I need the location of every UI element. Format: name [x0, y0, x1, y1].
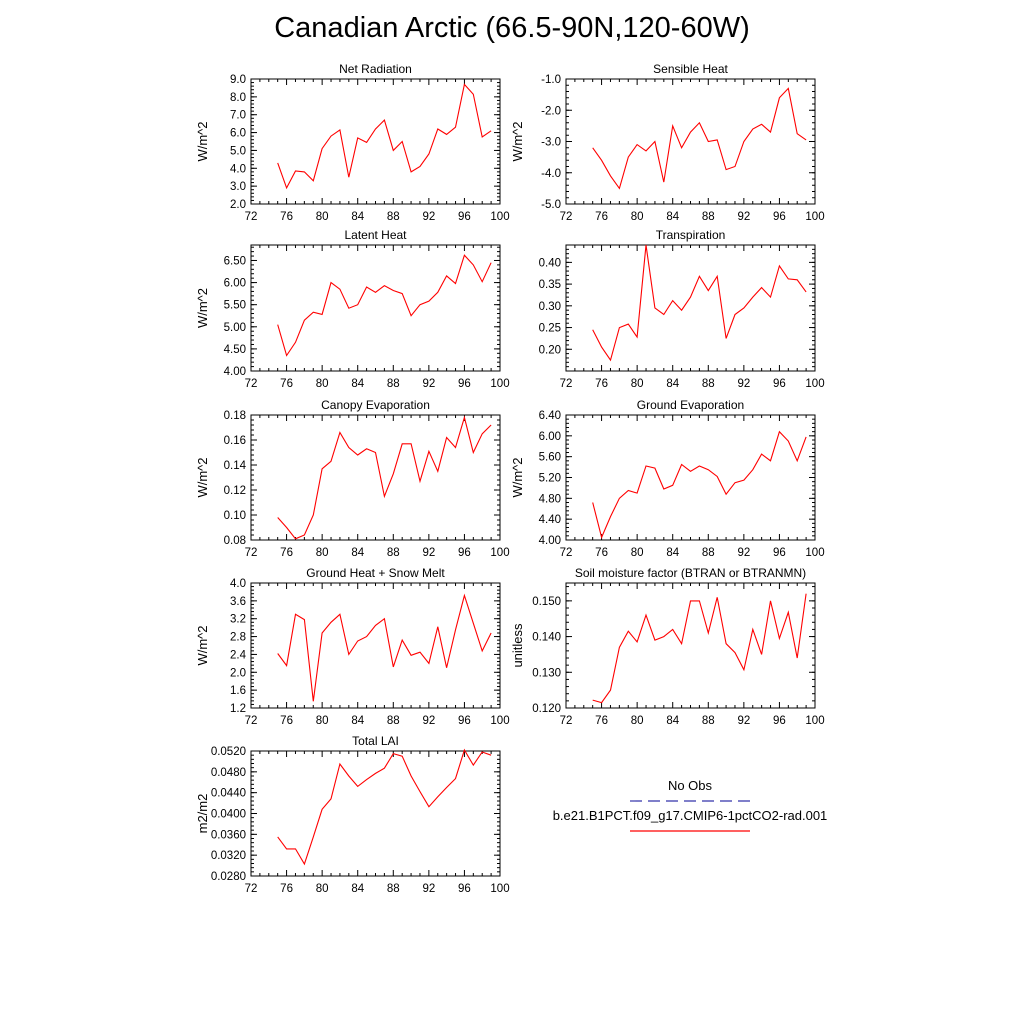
legend-label-no-obs: No Obs [667, 778, 713, 793]
panel-total-lai [195, 734, 510, 895]
x-tick-label: 84 [666, 378, 680, 390]
x-tick-label: 72 [559, 715, 573, 727]
y-tick-label: 0.0360 [210, 829, 246, 842]
y-tick-label: 0.20 [538, 344, 561, 357]
x-tick-label: 80 [315, 883, 329, 895]
x-tick-label: 76 [595, 378, 608, 390]
x-tick-label: 96 [773, 211, 786, 223]
y-tick-label: 5.20 [538, 472, 561, 485]
x-tick-label: 96 [773, 547, 786, 559]
panel-title: Sensible Heat [653, 62, 728, 76]
x-tick-label: 92 [737, 211, 751, 223]
y-axis-label: W/m^2 [195, 287, 210, 329]
x-tick-label: 96 [458, 547, 471, 559]
panel-ground-evaporation [510, 398, 825, 559]
panel-sensible-heat [510, 62, 825, 223]
y-tick-label: 6.00 [538, 430, 561, 443]
x-tick-label: 92 [422, 883, 436, 895]
y-axis-label: W/m^2 [510, 121, 525, 162]
x-tick-label: 84 [351, 715, 365, 727]
y-tick-label: 0.0320 [210, 850, 246, 863]
panel-net-radiation [195, 62, 510, 223]
y-axis-label: m2/m2 [195, 793, 210, 834]
y-tick-label: 6.0 [230, 127, 246, 140]
y-tick-label: 4.0 [230, 163, 246, 176]
x-tick-label: 72 [244, 378, 258, 390]
x-tick-label: 100 [805, 547, 825, 559]
x-tick-label: 80 [315, 211, 329, 223]
series-line [593, 432, 806, 538]
figure-title: Canadian Arctic (66.5-90N,120-60W) [274, 12, 750, 44]
y-tick-label: 0.25 [538, 322, 561, 335]
x-tick-label: 80 [630, 211, 644, 223]
x-tick-label: 84 [351, 883, 365, 895]
x-tick-label: 92 [737, 715, 751, 727]
y-tick-label: 6.40 [538, 410, 561, 422]
y-tick-label: 6.50 [223, 255, 246, 268]
panel-title: Transpiration [655, 228, 726, 242]
x-tick-label: 80 [315, 378, 329, 390]
x-tick-label: 88 [701, 715, 715, 727]
y-tick-label: 6.00 [223, 277, 246, 290]
x-tick-label: 92 [737, 378, 751, 390]
x-tick-label: 76 [280, 547, 293, 559]
panel-latent-heat [195, 228, 510, 390]
plot-frame [566, 245, 815, 371]
x-tick-label: 72 [559, 211, 573, 223]
panel-title: Soil moisture factor (BTRAN or BTRANMN) [574, 566, 807, 580]
panel-title: Latent Heat [344, 228, 407, 242]
y-tick-label: 0.14 [223, 460, 246, 472]
y-tick-label: 3.2 [230, 613, 246, 626]
x-tick-label: 76 [595, 715, 608, 727]
x-tick-label: 96 [458, 715, 471, 727]
y-tick-label: 8.0 [230, 91, 246, 104]
y-tick-label: 0.08 [223, 535, 246, 547]
x-tick-label: 100 [490, 211, 510, 223]
y-tick-label: 0.35 [538, 279, 561, 292]
y-tick-label: 1.2 [230, 703, 246, 715]
x-tick-label: 100 [490, 715, 510, 727]
x-tick-label: 84 [666, 715, 680, 727]
x-tick-label: 100 [490, 547, 510, 559]
y-axis-label: W/m^2 [510, 457, 525, 498]
x-tick-label: 80 [630, 378, 644, 390]
series-line [278, 596, 491, 702]
y-tick-label: 0.0520 [210, 746, 246, 758]
y-tick-label: 0.16 [223, 435, 246, 447]
x-tick-label: 100 [805, 378, 825, 390]
x-tick-label: 96 [773, 378, 786, 390]
x-tick-label: 84 [666, 547, 680, 559]
y-tick-label: 0.130 [532, 667, 561, 680]
x-tick-label: 80 [630, 547, 644, 559]
x-tick-label: 100 [490, 883, 510, 895]
y-tick-label: 0.10 [223, 510, 246, 522]
x-tick-label: 72 [244, 715, 258, 727]
x-tick-label: 80 [315, 715, 329, 727]
y-tick-label: 0.150 [532, 595, 561, 608]
plot-frame [566, 79, 815, 204]
y-tick-label: 5.00 [223, 321, 246, 334]
x-tick-label: 96 [773, 715, 786, 727]
x-tick-label: 76 [280, 715, 293, 727]
x-tick-label: 100 [805, 715, 825, 727]
y-tick-label: -3.0 [541, 136, 561, 149]
y-tick-label: 3.6 [230, 595, 246, 608]
x-tick-label: 72 [244, 547, 258, 559]
y-tick-label: 5.0 [230, 145, 246, 158]
y-tick-label: -4.0 [541, 167, 561, 180]
x-tick-label: 72 [559, 547, 573, 559]
x-tick-label: 92 [422, 547, 436, 559]
x-tick-label: 84 [351, 378, 365, 390]
x-tick-label: 72 [244, 211, 258, 223]
y-tick-label: 2.0 [230, 667, 246, 680]
x-tick-label: 92 [737, 547, 751, 559]
series-line [593, 594, 806, 703]
x-tick-label: 96 [458, 211, 471, 223]
y-tick-label: 4.00 [223, 366, 246, 378]
x-tick-label: 92 [422, 378, 436, 390]
panel-title: Total LAI [352, 734, 399, 748]
x-tick-label: 88 [386, 211, 400, 223]
panel-title: Net Radiation [339, 62, 412, 76]
plot-frame [251, 751, 500, 876]
y-axis-label: W/m^2 [195, 121, 210, 162]
x-tick-label: 76 [280, 883, 293, 895]
y-tick-label: 0.120 [532, 703, 561, 715]
x-tick-label: 84 [351, 547, 365, 559]
x-tick-label: 88 [701, 547, 715, 559]
x-tick-label: 88 [701, 211, 715, 223]
y-axis-label: W/m^2 [195, 625, 210, 666]
x-tick-label: 76 [595, 547, 608, 559]
y-tick-label: 4.50 [223, 343, 246, 356]
x-tick-label: 92 [422, 211, 436, 223]
panel-title: Ground Heat + Snow Melt [306, 566, 445, 580]
y-tick-label: 9.0 [230, 74, 246, 86]
y-tick-label: 4.00 [538, 535, 561, 547]
y-tick-label: 2.4 [230, 649, 246, 662]
plot-frame [566, 415, 815, 540]
y-tick-label: -5.0 [541, 199, 561, 211]
y-tick-label: -1.0 [541, 74, 561, 86]
legend-label-model-run: b.e21.B1PCT.f09_g17.CMIP6-1pctCO2-rad.001 [552, 808, 828, 823]
x-tick-label: 72 [559, 378, 573, 390]
panel-title: Canopy Evaporation [321, 398, 430, 412]
x-tick-label: 100 [805, 211, 825, 223]
y-tick-label: 0.140 [532, 631, 561, 644]
x-tick-label: 88 [386, 378, 400, 390]
x-tick-label: 96 [458, 378, 471, 390]
y-tick-label: 4.40 [538, 514, 561, 527]
series-line [278, 418, 491, 539]
y-tick-label: 2.8 [230, 631, 246, 644]
series-line [278, 255, 491, 355]
y-tick-label: 0.40 [538, 257, 561, 270]
y-tick-label: 4.80 [538, 493, 561, 506]
x-tick-label: 100 [490, 378, 510, 390]
y-axis-label: unitless [510, 623, 525, 668]
legend-line-no-obs [630, 799, 750, 803]
x-tick-label: 80 [315, 547, 329, 559]
x-tick-label: 88 [386, 883, 400, 895]
x-tick-label: 88 [386, 547, 400, 559]
series-line [278, 84, 491, 187]
y-axis-label: W/m^2 [195, 457, 210, 498]
y-tick-label: 3.0 [230, 181, 246, 194]
y-tick-label: 7.0 [230, 109, 246, 122]
x-tick-label: 84 [666, 211, 680, 223]
y-tick-label: -2.0 [541, 105, 561, 118]
series-line [278, 750, 491, 864]
panel-title: Ground Evaporation [636, 398, 745, 412]
x-tick-label: 76 [595, 211, 608, 223]
legend-line-model-run [630, 829, 750, 833]
y-tick-label: 5.60 [538, 451, 561, 464]
y-tick-label: 0.0400 [210, 808, 246, 821]
y-tick-label: 0.12 [223, 485, 246, 497]
x-tick-label: 76 [280, 211, 293, 223]
x-tick-label: 96 [458, 883, 471, 895]
y-tick-label: 0.0480 [210, 766, 246, 779]
y-tick-label: 0.18 [223, 410, 246, 422]
x-tick-label: 88 [386, 715, 400, 727]
x-tick-label: 92 [422, 715, 436, 727]
series-line [593, 88, 806, 188]
x-tick-label: 84 [351, 211, 365, 223]
x-tick-label: 80 [630, 715, 644, 727]
plot-frame [251, 415, 500, 540]
x-tick-label: 76 [280, 378, 293, 390]
y-tick-label: 4.0 [230, 578, 246, 590]
panel-canopy-evaporation [195, 398, 510, 559]
panel-transpiration [539, 228, 825, 390]
panel-soil-moisture-factor-btran-or-btranmn [510, 566, 825, 727]
series-line [593, 245, 806, 360]
y-tick-label: 0.0440 [210, 787, 246, 800]
y-tick-label: 2.0 [230, 199, 246, 211]
x-tick-label: 88 [701, 378, 715, 390]
y-tick-label: 5.50 [223, 299, 246, 312]
y-tick-label: 0.30 [538, 300, 561, 313]
x-tick-label: 72 [244, 883, 258, 895]
y-tick-label: 0.0280 [210, 871, 246, 883]
panel-ground-heat-snow-melt [195, 566, 510, 727]
y-tick-label: 1.6 [230, 685, 246, 698]
